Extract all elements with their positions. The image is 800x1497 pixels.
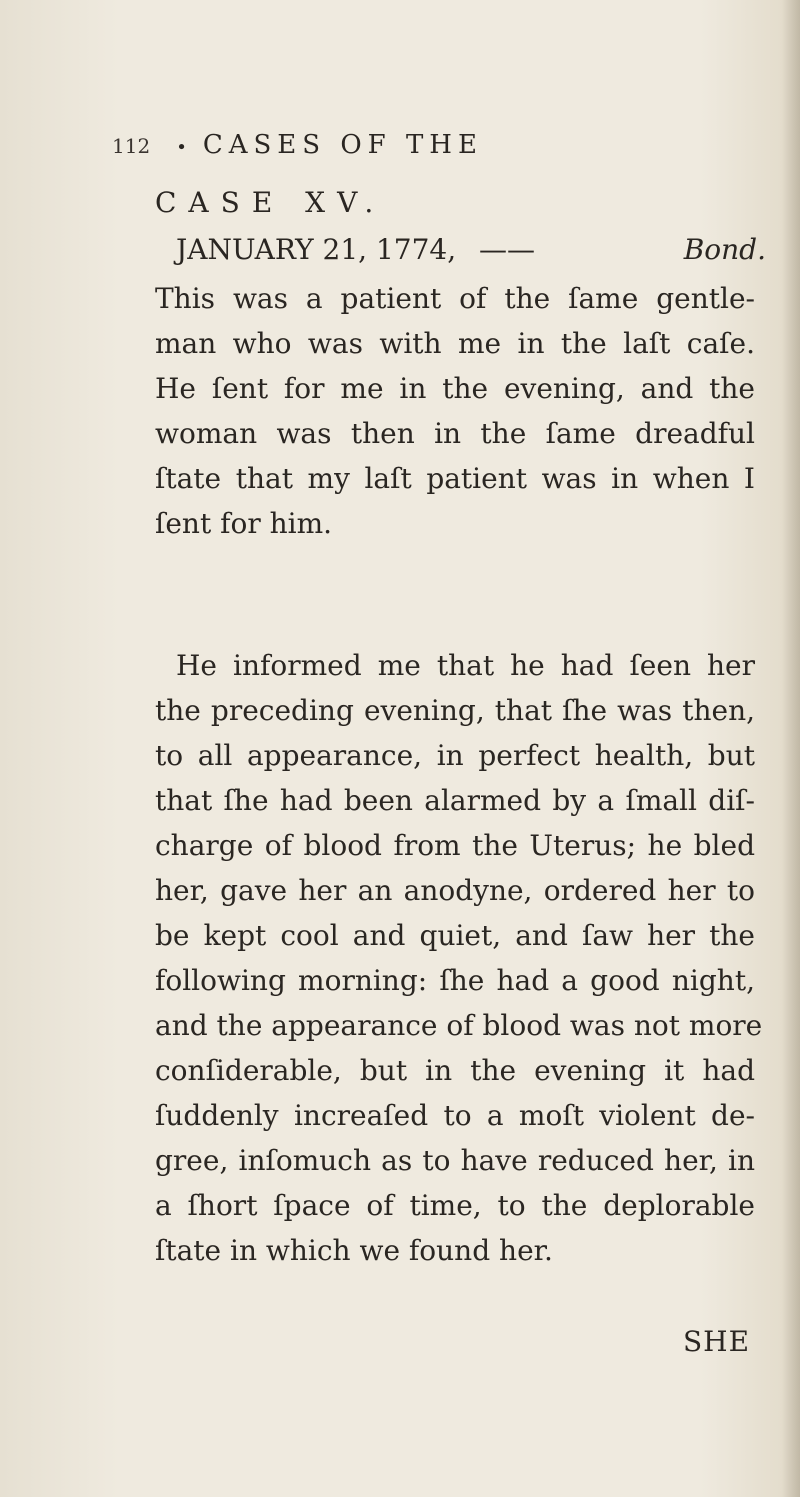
text-line: He ſent for me in the evening, and the (155, 372, 755, 405)
text-line: following morning: ſhe had a good night, (155, 964, 755, 997)
page-edge-shadow (782, 0, 800, 1497)
dateline-name: Bond. (683, 233, 766, 266)
text-line: This was a patient of the ſame gentle- (155, 282, 755, 315)
text-line: woman was then in the ſame dreadful (155, 417, 755, 450)
dateline-dash: —— (479, 233, 536, 266)
case-heading: CASE XV. (155, 186, 386, 219)
running-head-title: CASES OF THE (202, 130, 483, 160)
text-line: He informed me that he had ſeen her (176, 649, 755, 682)
text-line: conſiderable, but in the evening it had (155, 1054, 755, 1087)
text-line: be kept cool and quiet, and ſaw her the (155, 919, 755, 952)
catchword: SHE (683, 1325, 751, 1358)
dateline-date: JANUARY 21, 1774, (176, 233, 457, 266)
text-line: ſent for him. (155, 507, 333, 540)
text-line: the preceding evening, that ſhe was then, (155, 694, 755, 727)
page-number: 112 (112, 134, 151, 158)
dateline (176, 233, 766, 266)
running-head-ornament: • (176, 137, 187, 158)
text-line: ſuddenly increaſed to a moſt violent de- (155, 1099, 755, 1132)
text-line: charge of blood from the Uterus; he bled (155, 829, 755, 862)
text-line: her, gave her an anodyne, ordered her to (155, 874, 755, 907)
text-line: a ſhort ſpace of time, to the deplorable (155, 1189, 755, 1222)
running-head (112, 130, 632, 170)
text-line: to all appearance, in perfect health, but (155, 739, 755, 772)
text-line: ſtate that my laſt patient was in when I (155, 462, 755, 495)
text-line: ſtate in which we found her. (155, 1234, 553, 1267)
paragraph-1 (155, 276, 755, 546)
text-line: gree, inſomuch as to have reduced her, in (155, 1144, 755, 1177)
text-line: man who was with me in the laſt caſe. (155, 327, 755, 360)
text-line: that ſhe had been alarmed by a ſmall diſ- (155, 784, 755, 817)
paragraph-2 (155, 643, 763, 1273)
text-line: and the appearance of blood was not more (155, 1009, 763, 1042)
